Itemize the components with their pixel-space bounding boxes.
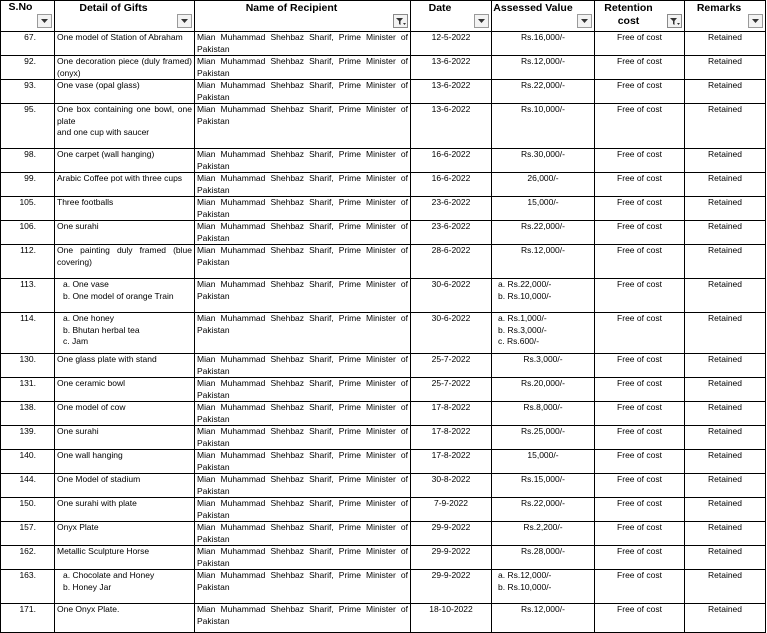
cell-detail[interactable]: One model of Station of Abraham [55,32,195,56]
cell-sno[interactable]: 67. [1,32,55,56]
list-item: b. Bhutan herbal tea [63,324,140,335]
cell-retention[interactable]: Free of cost [595,173,685,197]
cell-remarks[interactable]: Retained [685,378,766,402]
cell-sno[interactable]: 157. [1,522,55,546]
cell-date[interactable]: 25-7-2022 [411,378,492,402]
header-value-label: Assessed Value [493,2,573,14]
cell-remarks[interactable]: Retained [685,354,766,378]
cell-recipient[interactable]: Mian Muhammad Shehbaz Sharif, Prime Minister of Pakistan [195,426,411,450]
list-item: b. Rs.3,000/- [498,324,547,335]
cell-retention[interactable]: Free of cost [595,279,685,313]
cell-date[interactable]: 30-8-2022 [411,474,492,498]
cell-remarks[interactable]: Retained [685,570,766,604]
cell-detail[interactable]: One decoration piece (duly framed) (onyx) [55,56,195,80]
header-retention [595,1,685,32]
cell-detail[interactable]: One Model of stadium [55,474,195,498]
cell-detail[interactable]: One Onyx Plate. [55,604,195,633]
cell-value[interactable]: Rs.28,000/- [492,546,595,570]
cell-detail[interactable]: Arabic Coffee pot with three cups [55,173,195,197]
cell-date[interactable]: 29-9-2022 [411,522,492,546]
cell-date[interactable]: 17-8-2022 [411,402,492,426]
cell-remarks[interactable]: Retained [685,498,766,522]
cell-value[interactable]: Rs.2,200/- [492,522,595,546]
cell-remarks[interactable]: Retained [685,80,766,104]
header-recipient [195,1,411,32]
cell-date[interactable]: 13-6-2022 [411,56,492,80]
cell-detail[interactable]: One glass plate with stand [55,354,195,378]
table-row[interactable] [1,80,766,104]
cell-retention[interactable]: Free of cost [595,546,685,570]
cell-sno[interactable]: 114. [1,313,55,354]
cell-value[interactable] [492,313,595,354]
list-item: a. One vase [63,279,109,289]
cell-remarks[interactable]: Retained [685,149,766,173]
list-item: c. Rs.600/- [498,336,540,346]
list-item: b. One model of orange Train [63,290,174,301]
cell-date[interactable]: 17-8-2022 [411,450,492,474]
cell-remarks[interactable]: Retained [685,604,766,633]
cell-date[interactable]: 23-6-2022 [411,197,492,221]
cell-recipient[interactable]: Mian Muhammad Shehbaz Sharif, Prime Minister of Pakistan [195,498,411,522]
cell-remarks[interactable]: Retained [685,450,766,474]
cell-date[interactable]: 30-6-2022 [411,313,492,354]
cell-sno[interactable]: 106. [1,221,55,245]
table-body [1,32,766,633]
cell-retention[interactable]: Free of cost [595,522,685,546]
cell-recipient[interactable]: Mian Muhammad Shehbaz Sharif, Prime Minister of Pakistan [195,104,411,149]
cell-sno[interactable]: 139. [1,426,55,450]
table-row[interactable] [1,149,766,173]
cell-value[interactable]: Rs.12,000/- [492,56,595,80]
text-line: One box containing one bowl, one plate [57,104,192,126]
cell-value[interactable]: Rs.22,000/- [492,498,595,522]
cell-recipient[interactable]: Mian Muhammad Shehbaz Sharif, Prime Minister of Pakistan [195,604,411,633]
cell-value[interactable]: 15,000/- [492,450,595,474]
text-line: and one cup with saucer [57,127,150,137]
cell-retention[interactable]: Free of cost [595,604,685,633]
cell-remarks[interactable]: Retained [685,402,766,426]
cell-remarks[interactable]: Retained [685,426,766,450]
cell-retention[interactable]: Free of cost [595,426,685,450]
cell-retention[interactable]: Free of cost [595,197,685,221]
cell-date[interactable]: 23-6-2022 [411,221,492,245]
cell-retention[interactable]: Free of cost [595,245,685,279]
cell-recipient[interactable]: Mian Muhammad Shehbaz Sharif, Prime Minister of Pakistan [195,522,411,546]
cell-retention[interactable]: Free of cost [595,378,685,402]
cell-recipient[interactable]: Mian Muhammad Shehbaz Sharif, Prime Minister of Pakistan [195,197,411,221]
cell-date[interactable]: 17-8-2022 [411,426,492,450]
cell-recipient[interactable]: Mian Muhammad Shehbaz Sharif, Prime Minister of Pakistan [195,354,411,378]
header-remarks [685,1,766,32]
header-detail [55,1,195,32]
cell-detail[interactable]: One vase (opal glass) [55,80,195,104]
cell-date[interactable]: 12-5-2022 [411,32,492,56]
cell-retention[interactable]: Free of cost [595,402,685,426]
cell-retention[interactable]: Free of cost [595,474,685,498]
cell-value[interactable]: Rs.12,000/- [492,245,595,279]
cell-value[interactable]: Rs.3,000/- [492,354,595,378]
cell-detail[interactable] [55,313,195,354]
list-item: a. Rs.12,000/- [498,570,552,580]
cell-retention[interactable]: Free of cost [595,80,685,104]
cell-recipient[interactable]: Mian Muhammad Shehbaz Sharif, Prime Minister of Pakistan [195,570,411,604]
header-recipient-label: Name of Recipient [245,2,338,14]
cell-sno[interactable]: 105. [1,197,55,221]
cell-recipient[interactable]: Mian Muhammad Shehbaz Sharif, Prime Minister of Pakistan [195,221,411,245]
table-row[interactable] [1,378,766,402]
list-item: a. One honey [63,313,115,323]
table-row[interactable] [1,604,766,633]
table-row[interactable] [1,221,766,245]
list-item: b. Honey Jar [63,581,112,592]
cell-sno[interactable]: 163. [1,570,55,604]
table-row[interactable] [1,104,766,149]
cell-detail[interactable]: Onyx Plate [55,522,195,546]
cell-sno[interactable]: 162. [1,546,55,570]
cell-detail[interactable]: Three footballs [55,197,195,221]
filter-dropdown-remarks[interactable] [748,14,763,28]
cell-date[interactable]: 7-9-2022 [411,498,492,522]
cell-remarks[interactable]: Retained [685,173,766,197]
cell-value[interactable]: Rs.16,000/- [492,32,595,56]
header-sno-label: S.No [8,1,33,13]
table-row[interactable] [1,546,766,570]
cell-detail[interactable] [55,104,195,149]
cell-detail[interactable]: One painting duly framed (blue covering) [55,245,195,279]
cell-detail[interactable]: One ceramic bowl [55,378,195,402]
filter-dropdown-value[interactable] [577,14,592,28]
cell-detail[interactable]: One carpet (wall hanging) [55,149,195,173]
cell-date[interactable]: 16-6-2022 [411,173,492,197]
cell-remarks[interactable]: Retained [685,279,766,313]
table-row[interactable] [1,32,766,56]
header-sno [1,1,55,32]
cell-date[interactable]: 28-6-2022 [411,245,492,279]
cell-detail[interactable]: Metallic Sculpture Horse [55,546,195,570]
cell-detail[interactable]: One surahi [55,426,195,450]
cell-retention[interactable]: Free of cost [595,221,685,245]
table-row[interactable] [1,245,766,279]
list-item: a. Chocolate and Honey [63,570,155,580]
cell-retention[interactable]: Free of cost [595,570,685,604]
cell-value[interactable]: Rs.30,000/- [492,149,595,173]
cell-sno[interactable]: 130. [1,354,55,378]
cell-sno[interactable]: 138. [1,402,55,426]
cell-value[interactable]: 15,000/- [492,197,595,221]
cell-date[interactable]: 25-7-2022 [411,354,492,378]
cell-sno[interactable]: 92. [1,56,55,80]
filter-icon [670,17,681,26]
cell-remarks[interactable]: Retained [685,56,766,80]
cell-remarks[interactable]: Retained [685,221,766,245]
cell-value[interactable]: Rs.20,000/- [492,378,595,402]
header-retention-label: Retention cost [604,2,653,27]
cell-recipient[interactable]: Mian Muhammad Shehbaz Sharif, Prime Minister of Pakistan [195,378,411,402]
cell-retention[interactable]: Free of cost [595,104,685,149]
cell-detail[interactable] [55,279,195,313]
cell-sno[interactable]: 171. [1,604,55,633]
cell-sno[interactable]: 95. [1,104,55,149]
cell-recipient[interactable]: Mian Muhammad Shehbaz Sharif, Prime Minister of Pakistan [195,56,411,80]
cell-remarks[interactable]: Retained [685,245,766,279]
cell-date[interactable]: 30-6-2022 [411,279,492,313]
table-row[interactable] [1,474,766,498]
chevron-down-icon [580,17,589,25]
list-item: c. Jam [63,336,89,346]
cell-recipient[interactable]: Mian Muhammad Shehbaz Sharif, Prime Minister of Pakistan [195,474,411,498]
cell-recipient[interactable]: Mian Muhammad Shehbaz Sharif, Prime Minister of Pakistan [195,173,411,197]
header-value [492,1,595,32]
cell-recipient[interactable]: Mian Muhammad Shehbaz Sharif, Prime Minister of Pakistan [195,80,411,104]
table-row[interactable] [1,498,766,522]
cell-remarks[interactable]: Retained [685,32,766,56]
header-row [1,1,766,32]
chevron-down-icon [40,17,49,25]
cell-date[interactable]: 13-6-2022 [411,80,492,104]
cell-remarks[interactable]: Retained [685,104,766,149]
cell-sno[interactable]: 131. [1,378,55,402]
cell-retention[interactable]: Free of cost [595,149,685,173]
cell-sno[interactable]: 112. [1,245,55,279]
cell-value[interactable] [492,279,595,313]
header-date [411,1,492,32]
cell-date[interactable]: 13-6-2022 [411,104,492,149]
cell-sno[interactable]: 140. [1,450,55,474]
cell-remarks[interactable]: Retained [685,546,766,570]
header-detail-label: Detail of Gifts [79,2,148,14]
table-row[interactable] [1,56,766,80]
list-item: b. Rs.10,000/- [498,290,552,301]
cell-value[interactable]: Rs.25,000/- [492,426,595,450]
table-row[interactable] [1,570,766,604]
table-row[interactable] [1,313,766,354]
filter-dropdown-recipient[interactable] [393,14,408,28]
header-date-label: Date [428,2,452,14]
cell-date[interactable]: 16-6-2022 [411,149,492,173]
header-remarks-label: Remarks [696,2,742,14]
cell-sno[interactable]: 98. [1,149,55,173]
table-row[interactable] [1,354,766,378]
cell-recipient[interactable]: Mian Muhammad Shehbaz Sharif, Prime Minister of Pakistan [195,546,411,570]
cell-detail[interactable] [55,570,195,604]
filter-icon [396,17,407,26]
cell-value[interactable]: Rs.22,000/- [492,80,595,104]
list-item: a. Rs.1,000/- [498,313,547,323]
cell-remarks[interactable]: Retained [685,313,766,354]
cell-remarks[interactable]: Retained [685,474,766,498]
table-row[interactable] [1,426,766,450]
filter-dropdown-date[interactable] [474,14,489,28]
cell-value[interactable]: Rs.10,000/- [492,104,595,149]
cell-detail[interactable]: One surahi with plate [55,498,195,522]
list-item: a. Rs.22,000/- [498,279,552,289]
filter-dropdown-detail[interactable] [177,14,192,28]
cell-detail[interactable]: One model of cow [55,402,195,426]
cell-sno[interactable]: 113. [1,279,55,313]
cell-remarks[interactable]: Retained [685,522,766,546]
cell-value[interactable]: Rs.22,000/- [492,221,595,245]
cell-sno[interactable]: 99. [1,173,55,197]
cell-retention[interactable]: Free of cost [595,354,685,378]
cell-retention[interactable]: Free of cost [595,56,685,80]
cell-sno[interactable]: 150. [1,498,55,522]
cell-recipient[interactable]: Mian Muhammad Shehbaz Sharif, Prime Minister of Pakistan [195,279,411,313]
table-row[interactable] [1,279,766,313]
list-item: b. Rs.10,000/- [498,581,552,592]
cell-detail[interactable]: One wall hanging [55,450,195,474]
cell-value[interactable]: Rs.8,000/- [492,402,595,426]
table-row[interactable] [1,173,766,197]
table-row[interactable] [1,197,766,221]
cell-value[interactable] [492,570,595,604]
table-row[interactable] [1,402,766,426]
cell-value[interactable]: 26,000/- [492,173,595,197]
cell-date[interactable]: 29-9-2022 [411,570,492,604]
filter-dropdown-retention[interactable] [667,14,682,28]
cell-value[interactable]: Rs.12,000/- [492,604,595,633]
cell-recipient[interactable]: Mian Muhammad Shehbaz Sharif, Prime Minister of Pakistan [195,450,411,474]
cell-detail[interactable]: One surahi [55,221,195,245]
cell-date[interactable]: 18-10-2022 [411,604,492,633]
cell-sno[interactable]: 144. [1,474,55,498]
table-row[interactable] [1,450,766,474]
cell-recipient[interactable]: Mian Muhammad Shehbaz Sharif, Prime Minister of Pakistan [195,149,411,173]
cell-retention[interactable]: Free of cost [595,450,685,474]
cell-recipient[interactable]: Mian Muhammad Shehbaz Sharif, Prime Minister of Pakistan [195,245,411,279]
cell-retention[interactable]: Free of cost [595,32,685,56]
cell-remarks[interactable]: Retained [685,197,766,221]
chevron-down-icon [180,17,189,25]
cell-retention[interactable]: Free of cost [595,313,685,354]
cell-recipient[interactable]: Mian Muhammad Shehbaz Sharif, Prime Minister of Pakistan [195,402,411,426]
cell-recipient[interactable]: Mian Muhammad Shehbaz Sharif, Prime Minister of Pakistan [195,313,411,354]
cell-retention[interactable]: Free of cost [595,498,685,522]
filter-dropdown-sno[interactable] [37,14,52,28]
cell-sno[interactable]: 93. [1,80,55,104]
cell-date[interactable]: 29-9-2022 [411,546,492,570]
chevron-down-icon [477,17,486,25]
table-row[interactable] [1,522,766,546]
cell-recipient[interactable]: Mian Muhammad Shehbaz Sharif, Prime Minister of Pakistan [195,32,411,56]
chevron-down-icon [751,17,760,25]
cell-value[interactable]: Rs.15,000/- [492,474,595,498]
